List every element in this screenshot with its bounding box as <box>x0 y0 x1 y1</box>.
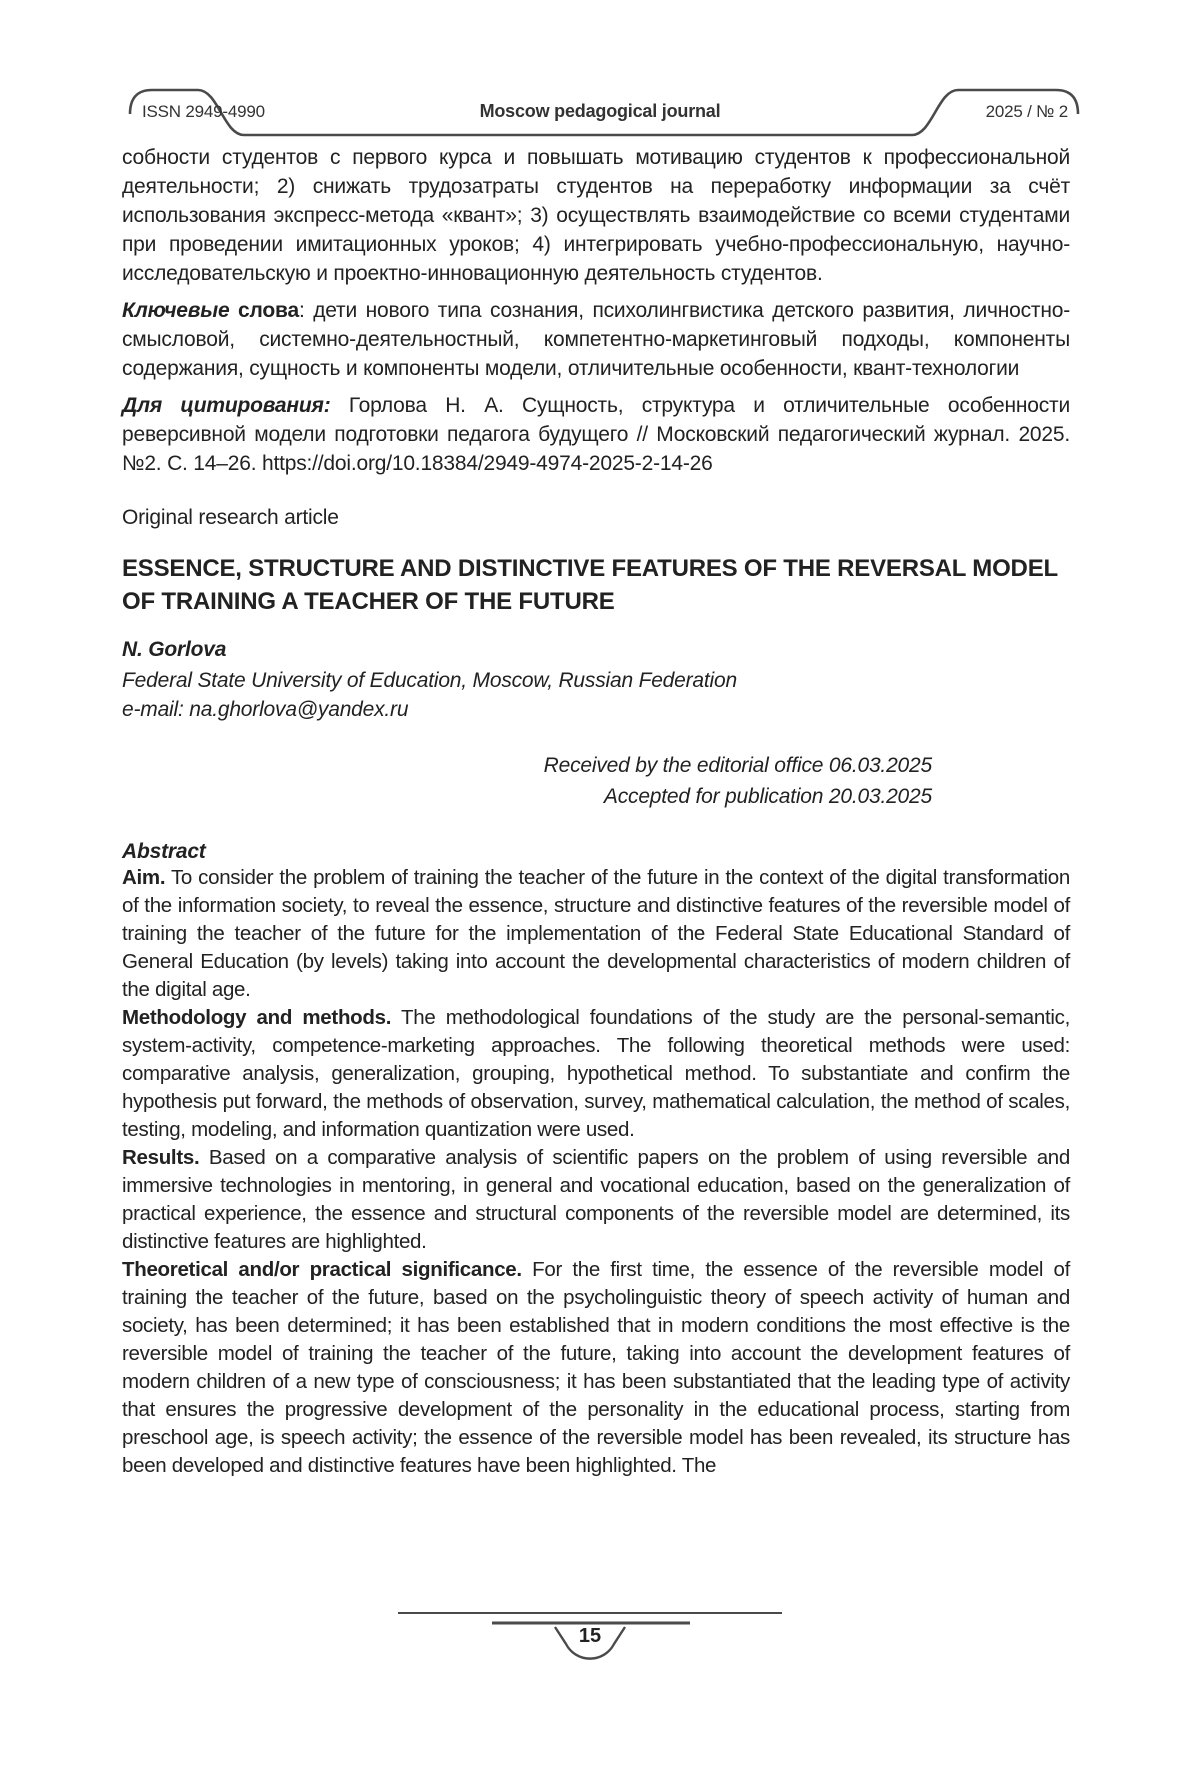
header-issue-number: 2025 / № 2 <box>985 102 1068 121</box>
keywords-text: : дети нового типа сознания, психолингвистика детского развития, личностно-смысловой, системно-деятельностный, компетентно-маркетинговый подходы, компоненты содержания, сущность и компоненты модели, отличительные особенности, квант-технологии <box>122 299 1070 380</box>
abstract-results <box>122 1144 1070 1256</box>
article-content <box>122 143 1070 1480</box>
accepted-date: Accepted for publication 20.03.2025 <box>603 785 932 808</box>
citation-paragraph <box>122 391 1070 478</box>
author-email: e-mail: na.ghorlova@yandex.ru <box>122 698 409 721</box>
article-title: ESSENCE, STRUCTURE AND DISTINCTIVE FEATURES OF THE REVERSAL MODEL OF TRAINING A TEACHER OF THE FUTURE <box>122 555 1058 615</box>
abstract-methodology <box>122 1004 1070 1144</box>
author-affiliation: Federal State University of Education, Moscow, Russian Federation <box>122 669 737 692</box>
keywords-label-italic: Ключевые <box>122 299 230 322</box>
keywords-paragraph <box>122 296 1070 383</box>
abstract-aim-text: To consider the problem of training the teacher of the future in the context of the digital transformation of the information society, to reveal the essence, structure and distinctive features of the reversible model of training the teacher of the future for the implementation of the Federal State Educational Standard of General Education (by levels) taking into account the developmental characteristics of modern children of the digital age. <box>122 866 1070 1001</box>
header-issn: ISSN 2949-4990 <box>142 102 265 121</box>
citation-text: Горлова Н. А. Сущность, структура и отличительные особенности реверсивной модели подготовки педагога будущего // Московский педагогический журнал. 2025. №2. С. 14–26. https://doi.org/10.18384/2949-4974-2025-2-14-26 <box>122 394 1070 475</box>
abstract-results-text: Based on a comparative analysis of scientific papers on the problem of using reversible and immersive technologies in mentoring, in general and vocational education, based on the generalization of practical experience, the essence and structural components of the reversible model are determined, its distinctive features are highlighted. <box>122 1146 1070 1253</box>
abstract-results-label: Results. <box>122 1146 200 1169</box>
abstract-significance-label: Theoretical and/or practical significance. <box>122 1258 522 1281</box>
page-number: 15 <box>578 1625 602 1647</box>
abstract-significance-text: For the first time, the essence of the reversible model of training the teacher of the future, based on the psycholinguistic theory of speech activity of human and society, has been determined; it has been established that in modern conditions the most effective is the reversible model of training the teacher of the future, taking into account the development features of modern children of a new type of consciousness; it has been substantiated that the leading type of activity that ensures the progressive development of the personality in the educational process, starting from preschool age, is speech activity; the essence of the reversible model has been revealed, its structure has been developed and distinctive features have been highlighted. The <box>122 1258 1071 1477</box>
header-journal-title: Moscow pedagogical journal <box>479 101 721 121</box>
abstract-methodology-text: The methodological foundations of the study are the personal-semantic, system-activity, competence-marketing approaches. The following theoretical methods were used: comparative analysis, generalization, grouping, hypothetical method. To substantiate and confirm the hypothesis put forward, the methods of observation, survey, mathematical calculation, the method of scales, testing, modeling, and information quantization were used. <box>122 1006 1070 1141</box>
author-name: N. Gorlova <box>122 638 227 661</box>
abstract-methodology-label: Methodology and methods. <box>122 1006 392 1029</box>
received-date: Received by the editorial office 06.03.2025 <box>543 754 932 777</box>
abstract-heading: Abstract <box>122 840 206 863</box>
citation-label: Для цитирования: <box>122 394 331 417</box>
abstract-aim-label: Aim. <box>122 866 166 889</box>
abstract-significance <box>122 1256 1070 1480</box>
russian-abstract-continuation: собности студентов с первого курса и повышать мотивацию студентов к профессиональной деятельности; 2) снижать трудозатраты студентов на переработку информации за счёт использования экспресс-метода «квант»; 3) осуществлять взаимодействие со всеми студентами при проведении имитационных уроков; 4) интегрировать учебно-профессиональную, научно-исследовательскую и проектно-инновационную деятельность студентов. <box>122 146 1070 285</box>
article-type: Original research article <box>122 506 339 529</box>
abstract-aim <box>122 864 1070 1004</box>
keywords-label-bold: слова <box>229 299 299 322</box>
editorial-dates <box>122 750 1070 812</box>
